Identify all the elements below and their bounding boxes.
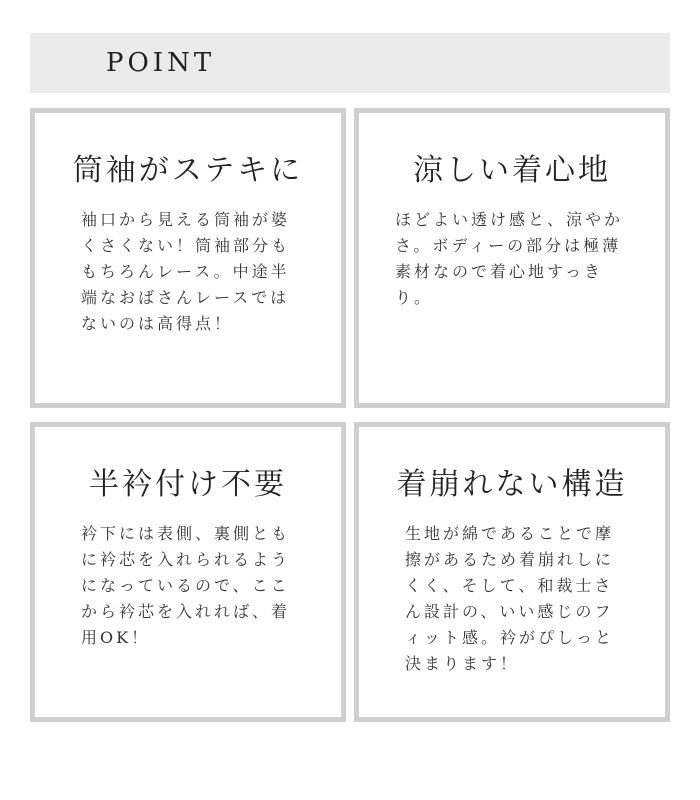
feature-card-text: 衿下には表側、裏側ともに衿芯を入れられるようになっているので、ここから衿芯を入れれば、着用OK！ — [81, 524, 291, 647]
feature-card-sleeve — [30, 108, 346, 408]
feature-card-cool-comfort — [354, 108, 670, 408]
feature-card-title: 半衿付け不要 — [89, 467, 287, 502]
feature-card-structure — [354, 422, 670, 722]
feature-card-text: 生地が綿であることで摩擦があるため着崩れしにくく、そして、和裁士さん設計の、いい感じのフィット感。衿がぴしっと決まります！ — [405, 524, 615, 673]
feature-card-title: 涼しい着心地 — [413, 153, 611, 188]
feature-card-collar — [30, 422, 346, 722]
feature-card-text: ほどよい透け感と、涼やかさ。ボディーの部分は極薄素材なので着心地すっきり。 — [395, 210, 624, 307]
point-header-bar — [30, 33, 670, 93]
feature-card-title: 筒袖がステキに — [72, 153, 304, 188]
feature-card-text: 袖口から見える筒袖が婆くさくない！筒袖部分ももちろんレース。中途半端なおばさんレースではないのは高得点！ — [81, 210, 291, 333]
feature-card-title: 着崩れない構造 — [396, 467, 628, 502]
point-heading: POINT — [106, 48, 216, 78]
